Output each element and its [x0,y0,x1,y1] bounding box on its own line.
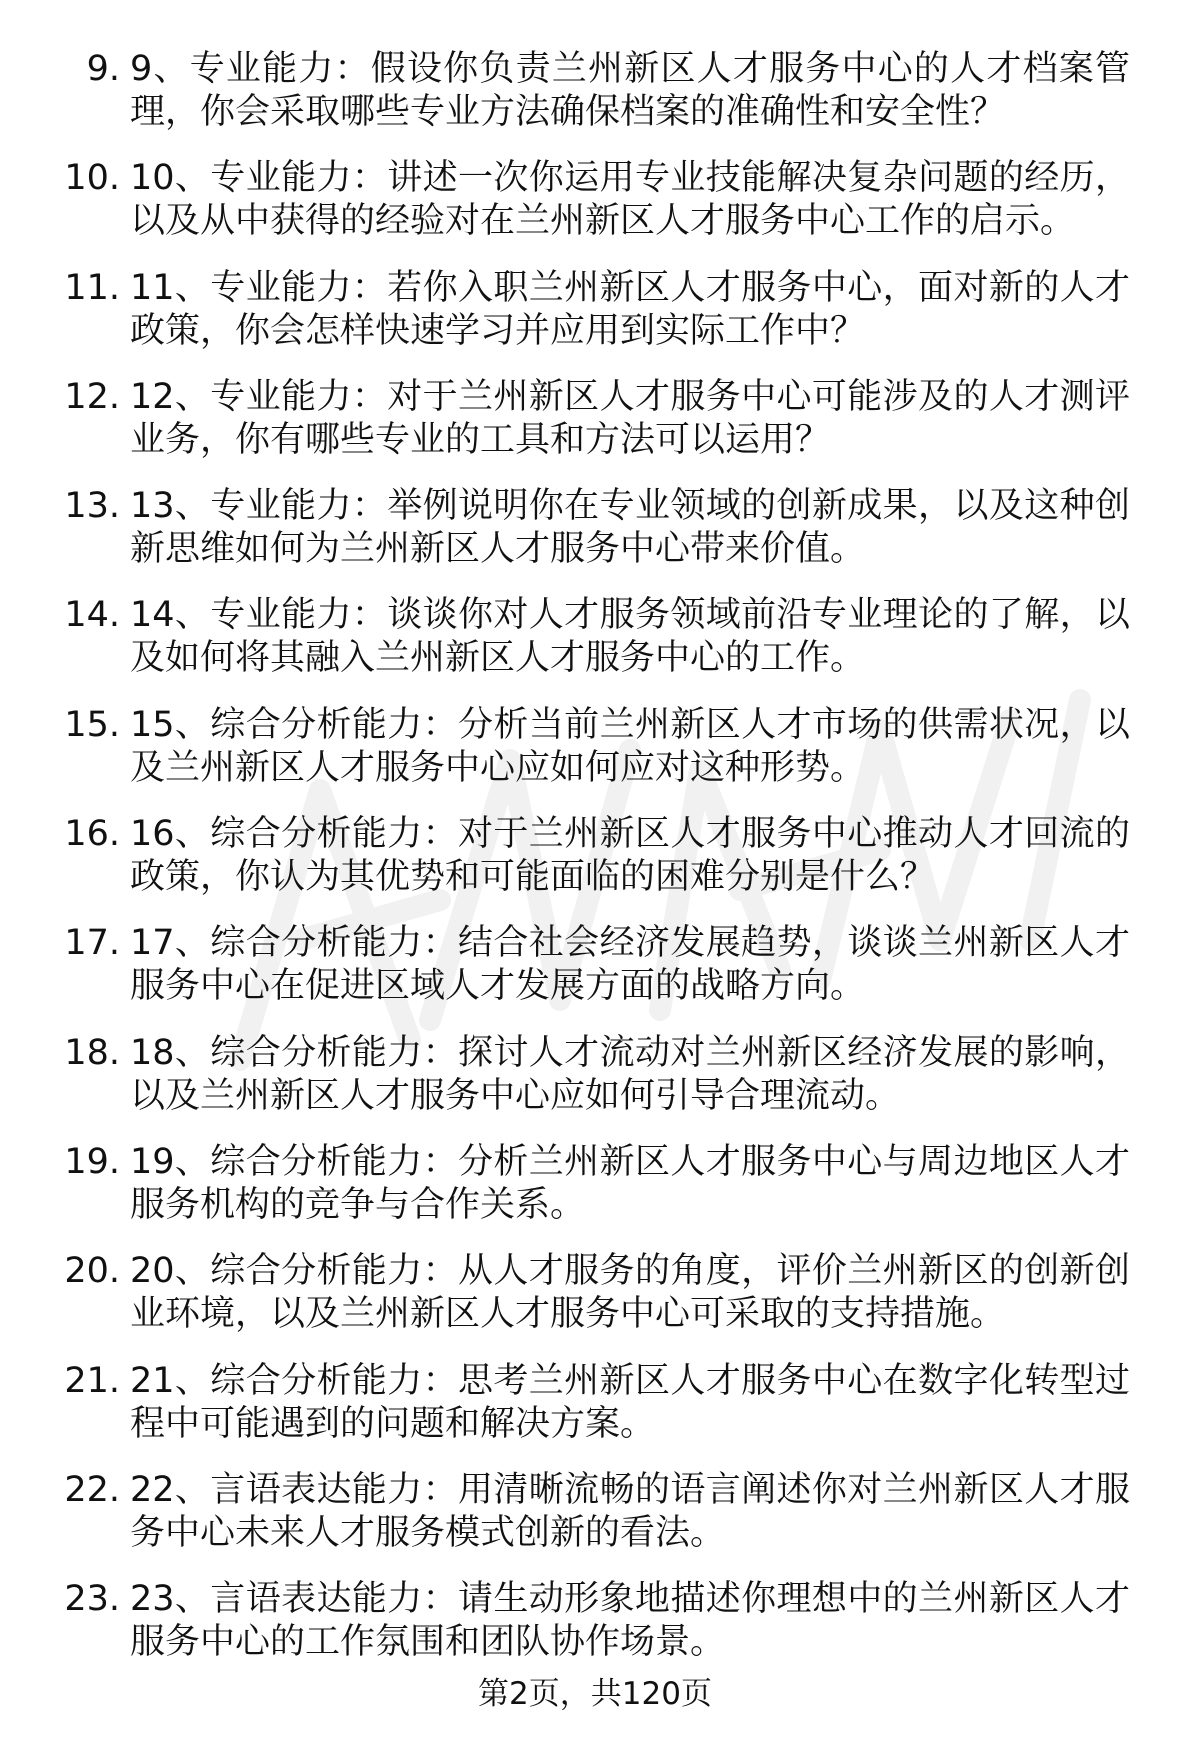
item-text: 12、专业能力：对于兰州新区人才服务中心可能涉及的人才测评业务，你有哪些专业的工具和方法可以运用？ [130,376,1130,460]
item-number: 21. [64,1360,120,1401]
list-item [52,1578,1152,1664]
item-number: 15. [64,704,120,745]
item-number: 23. [64,1579,120,1620]
question-list [52,48,1152,1687]
list-item [52,1360,1152,1446]
list-item [52,922,1152,1008]
list-item [52,267,1152,353]
item-number: 20. [64,1251,120,1292]
list-item [52,813,1152,899]
item-number: 13. [64,486,120,527]
item-text: 9、专业能力：假设你负责兰州新区人才服务中心的人才档案管理，你会采取哪些专业方法确保档案的准确性和安全性？ [130,49,1130,132]
item-number: 16. [64,814,120,855]
item-number: 10. [64,158,120,199]
item-text: 17、综合分析能力：结合社会经济发展趋势，谈谈兰州新区人才服务中心在促进区域人才发展方面的战略方向。 [130,923,1130,1007]
item-text: 15、综合分析能力：分析当前兰州新区人才市场的供需状况，以及兰州新区人才服务中心应如何应对这种形势。 [130,704,1130,788]
page-footer: 第2页，共120页 [478,1676,712,1712]
item-number: 14. [64,595,120,636]
item-number: 18. [64,1032,120,1073]
item-text: 21、综合分析能力：思考兰州新区人才服务中心在数字化转型过程中可能遇到的问题和解决方案。 [130,1360,1130,1444]
item-text: 14、专业能力：谈谈你对人才服务领域前沿专业理论的了解，以及如何将其融入兰州新区人才服务中心的工作。 [130,595,1130,679]
item-text: 10、专业能力：讲述一次你运用专业技能解决复杂问题的经历，以及从中获得的经验对在兰州新区人才服务中心工作的启示。 [130,158,1130,242]
item-text: 13、专业能力：举例说明你在专业领域的创新成果，以及这种创新思维如何为兰州新区人才服务中心带来价值。 [130,486,1130,570]
item-text: 23、言语表达能力：请生动形象地描述你理想中的兰州新区人才服务中心的工作氛围和团队协作场景。 [130,1579,1130,1663]
item-text: 18、综合分析能力：探讨人才流动对兰州新区经济发展的影响，以及兰州新区人才服务中心应如何引导合理流动。 [130,1032,1130,1116]
item-number: 19. [64,1141,120,1182]
list-item [52,1469,1152,1555]
list-item [52,1032,1152,1118]
list-item [52,376,1152,462]
list-item [52,704,1152,790]
item-number: 9. [86,49,120,89]
list-item [52,48,1152,134]
item-number: 12. [64,376,120,417]
item-text: 22、言语表达能力：用清晰流畅的语言阐述你对兰州新区人才服务中心未来人才服务模式创新的看法。 [130,1469,1130,1553]
list-item [52,1250,1152,1336]
item-text: 11、专业能力：若你入职兰州新区人才服务中心，面对新的人才政策，你会怎样快速学习并应用到实际工作中？ [130,267,1130,351]
list-item [52,157,1152,243]
list-item [52,485,1152,571]
item-text: 16、综合分析能力：对于兰州新区人才服务中心推动人才回流的政策，你认为其优势和可能面临的困难分别是什么？ [130,814,1130,898]
item-number: 17. [64,923,120,964]
list-item [52,1141,1152,1227]
item-text: 20、综合分析能力：从人才服务的角度，评价兰州新区的创新创业环境，以及兰州新区人才服务中心可采取的支持措施。 [130,1251,1130,1335]
list-item [52,594,1152,680]
item-number: 11. [64,267,120,308]
item-number: 22. [64,1469,120,1510]
item-text: 19、综合分析能力：分析兰州新区人才服务中心与周边地区人才服务机构的竞争与合作关系。 [130,1141,1130,1225]
